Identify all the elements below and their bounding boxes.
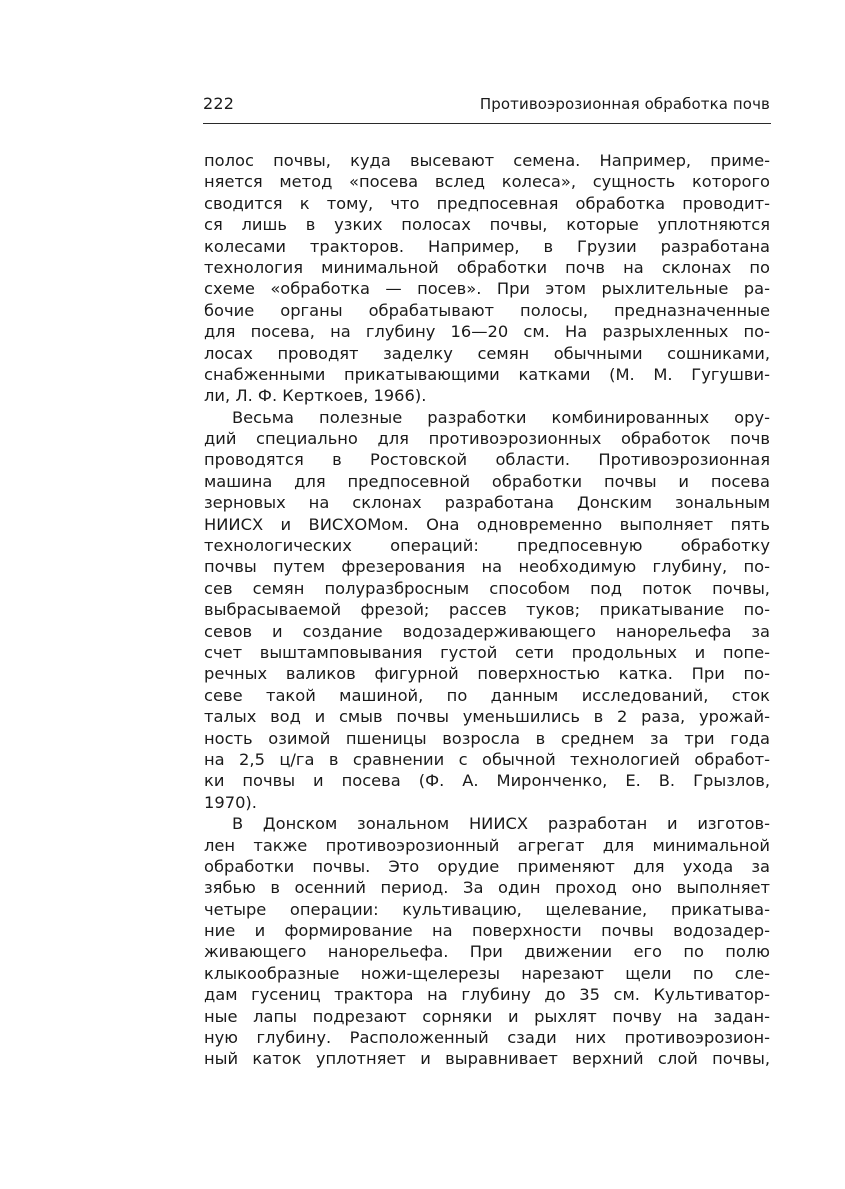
text-line: дам гусениц трактора на глубину до 35 см. Культиватор- [204, 985, 770, 1005]
text-line: НИИСХ и ВИСХОМом. Она одновременно выполняет пять [204, 514, 770, 534]
header-rule [203, 123, 771, 124]
text-line: полос почвы, куда высевают семена. Например, приме- [204, 151, 770, 170]
text-line: снабженными прикатывающими катками (М. М. Гугушви- [204, 364, 770, 384]
text-line: выбрасываемой фрезой; рассев туков; прикатывание по- [204, 600, 770, 620]
text-line: ки почвы и посева (Ф. А. Миронченко, Е. В. Грызлов, [204, 771, 770, 791]
text-line: бочие органы обрабатывают полосы, предназначенные [204, 300, 770, 320]
text-line: зябью в осенний период. За один проход оно выполняет [204, 878, 770, 898]
text-line: лен также противоэрозионный агрегат для минимальной [204, 835, 770, 855]
page-number: 222 [203, 94, 235, 113]
text-line: ный каток уплотняет и выравнивает верхний слой почвы, [204, 1049, 770, 1069]
text-line: ся лишь в узких полосах почвы, которые уплотняются [204, 215, 770, 235]
text-line: сводится к тому, что предпосевная обработка проводит- [204, 193, 770, 213]
text-line: севе такой машиной, по данным исследований, сток [204, 685, 770, 705]
text-line: почвы путем фрезерования на необходимую глубину, по- [204, 557, 770, 577]
text-line: счет выштамповывания густой сети продольных и попе- [204, 642, 770, 662]
text-line: технологических операций: предпосевную обработку [204, 536, 770, 556]
text-line: талых вод и смыв почвы уменьшились в 2 раза, урожай- [204, 707, 770, 727]
text-line: дий специально для противоэрозионных обработок почв [204, 429, 770, 449]
text-line: сев семян полуразбросным способом под поток почвы, [204, 578, 770, 598]
text-line: ную глубину. Расположенный сзади них противоэрозион- [204, 1028, 770, 1048]
text-line: речных валиков фигурной поверхностью катка. При по- [204, 664, 770, 684]
text-line: схеме «обработка — посев». При этом рыхлительные ра- [204, 279, 770, 299]
paragraph-first-line: Весьма полезные разработки комбинированных ору- [232, 407, 770, 427]
text-line: ные лапы подрезают сорняки и рыхлят почву на задан- [204, 1006, 770, 1026]
text-line: машина для предпосевной обработки почвы и посева [204, 471, 770, 491]
text-line: проводятся в Ростовской области. Противоэрозионная [204, 450, 770, 470]
text-line: клыкообразные ножи-щелерезы нарезают щели по сле- [204, 963, 770, 983]
text-line: на 2,5 ц/га в сравнении с обычной технологией обработ- [204, 749, 770, 769]
text-line: ние и формирование на поверхности почвы водозадер- [204, 921, 770, 941]
text-line: севов и создание водозадерживающего нанорельефа за [204, 621, 770, 641]
text-line: для посева, на глубину 16—20 см. На разрыхленных по- [204, 322, 770, 342]
text-line: ли, Л. Ф. Керткоев, 1966). [204, 386, 427, 406]
text-line: няется метод «посева вслед колеса», сущность которого [204, 172, 770, 192]
text-line: обработки почвы. Это орудие применяют для ухода за [204, 856, 770, 876]
body-text [204, 150, 770, 1070]
text-line: технология минимальной обработки почв на склонах по [204, 257, 770, 277]
text-line: четыре операции: культивацию, щелевание, прикатыва- [204, 899, 770, 919]
text-line: 1970). [204, 792, 257, 812]
text-line: зерновых на склонах разработана Донским зональным [204, 493, 770, 513]
text-line: ность озимой пшеницы возросла в среднем за три года [204, 728, 770, 748]
text-line: колесами тракторов. Например, в Грузии разработана [204, 236, 770, 256]
section-title: Противоэрозионная обработка почв [479, 95, 770, 113]
text-line: лосах проводят заделку семян обычными сошниками, [204, 343, 770, 363]
text-line: живающего нанорельефа. При движении его по полю [204, 942, 770, 962]
paragraph-first-line: В Донском зональном НИИСХ разработан и изготов- [232, 814, 770, 834]
running-head [203, 94, 770, 118]
